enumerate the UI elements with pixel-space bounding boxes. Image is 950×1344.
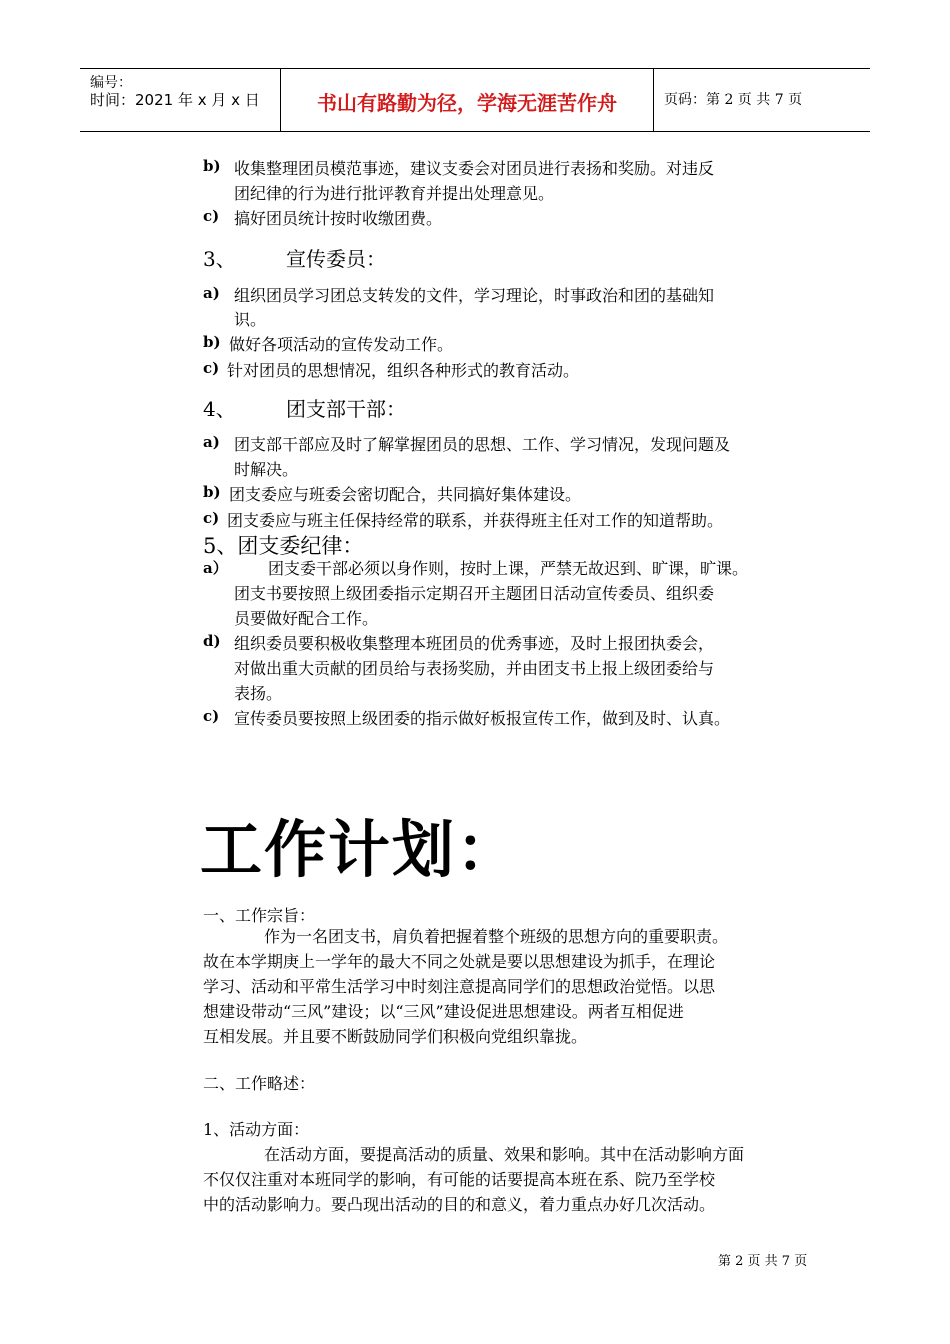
list-label: c) — [203, 207, 220, 225]
paragraph-line: 故在本学期庚上一学年的最大不同之处就是要以思想建设为抓手，在理论 — [203, 952, 716, 971]
paragraph-line: 学习、活动和平常生活学习中时刻注意提高同学们的思想政治觉悟。以思 — [203, 977, 716, 996]
list-item-text: 收集整理团员模范事迹，建议支委会对团员进行表扬和奖励。对违反 — [234, 159, 715, 178]
list-label: b) — [203, 483, 221, 501]
list-label: a） — [203, 559, 228, 577]
list-item-text: 团纪律的行为进行批评教育并提出处理意见。 — [234, 184, 555, 203]
list-label: c) — [203, 359, 220, 377]
document-header — [80, 68, 870, 132]
list-item-text: 针对团员的思想情况，组织各种形式的教育活动。 — [227, 361, 580, 380]
section-number: 3、 — [203, 247, 236, 271]
list-item-text: 时解决。 — [234, 460, 299, 479]
section-title: 宣传委员： — [286, 247, 386, 271]
paragraph-title: 一、工作宗旨： — [203, 906, 316, 925]
list-label: a) — [203, 433, 220, 451]
list-item-text: 识。 — [234, 310, 267, 329]
paragraph-line: 想建设带动“三风”建设；以“三风”建设促进思想建设。两者互相促进 — [203, 1002, 684, 1021]
list-item-text: 团支委应与班主任保持经常的联系，并获得班主任对工作的知道帮助。 — [227, 511, 724, 530]
paragraph-line: 不仅仅注重对本班同学的影响，有可能的话要提高本班在系、院乃至学校 — [203, 1170, 716, 1189]
list-item-text: 对做出重大贡献的团员给与表扬奖励，并由团支书上报上级团委给与 — [234, 659, 715, 678]
list-item-text: 团支委应与班委会密切配合，共同搞好集体建设。 — [229, 485, 582, 504]
list-item-text: 搞好团员统计按时收缴团费。 — [234, 209, 443, 228]
list-item-text: 员要做好配合工作。 — [234, 609, 379, 628]
section-title: 团支部干部： — [286, 397, 406, 421]
list-label: d) — [203, 632, 221, 650]
list-item-text: 做好各项活动的宣传发动工作。 — [229, 335, 454, 354]
paragraph-title: 二、工作略述： — [203, 1074, 316, 1093]
paragraph-line: 中的活动影响力。要凸现出活动的目的和意义，着力重点办好几次活动。 — [203, 1195, 716, 1214]
document-date-label: 时间：2021 年 x 月 x 日 — [90, 91, 260, 109]
list-item-text: 团支部干部应及时了解掌握团员的思想、工作、学习情况，发现问题及 — [234, 435, 731, 454]
list-item-text: 组织团员学习团总支转发的文件，学习理论，时事政治和团的基础知 — [234, 286, 715, 305]
paragraph-line: 在活动方面，要提高活动的质量、效果和影响。其中在活动影响方面 — [264, 1145, 745, 1164]
header-motto-cell — [280, 69, 654, 131]
list-label: c) — [203, 509, 220, 527]
list-item-text: 表扬。 — [234, 684, 283, 703]
list-label: b) — [203, 333, 221, 351]
header-page-number: 页码：第 2 页 共 7 页 — [664, 92, 803, 108]
paragraph-title: 1、活动方面： — [203, 1120, 310, 1139]
page-footer: 第 2 页 共 7 页 — [718, 1254, 808, 1269]
list-item-text: 组织委员要积极收集整理本班团员的优秀事迹，及时上报团执委会， — [234, 634, 715, 653]
section-title: 5、团支委纪律： — [203, 534, 364, 558]
header-page-cell — [654, 69, 870, 131]
paragraph-line: 互相发展。并且要不断鼓励同学们积极向党组织靠拢。 — [203, 1027, 588, 1046]
section-number: 4、 — [203, 397, 236, 421]
header-info-cell — [80, 69, 280, 131]
header-motto: 书山有路勤为径，学海无涯苦作舟 — [317, 91, 617, 115]
list-label: b) — [203, 157, 221, 175]
list-item-text: 团支书要按照上级团委指示定期召开主题团日活动宣传委员、组织委 — [234, 584, 715, 603]
list-label: a) — [203, 284, 220, 302]
plan-heading: 工作计划： — [200, 813, 521, 886]
list-item-text: 宣传委员要按照上级团委的指示做好板报宣传工作，做到及时、认真。 — [234, 709, 731, 728]
document-number-label: 编号： — [90, 75, 132, 91]
paragraph-line: 作为一名团支书，肩负着把握着整个班级的思想方向的重要职责。 — [264, 927, 729, 946]
list-item-text: 团支委干部必须以身作则，按时上课，严禁无故迟到、旷课，旷课。 — [268, 559, 749, 578]
list-label: c) — [203, 707, 220, 725]
